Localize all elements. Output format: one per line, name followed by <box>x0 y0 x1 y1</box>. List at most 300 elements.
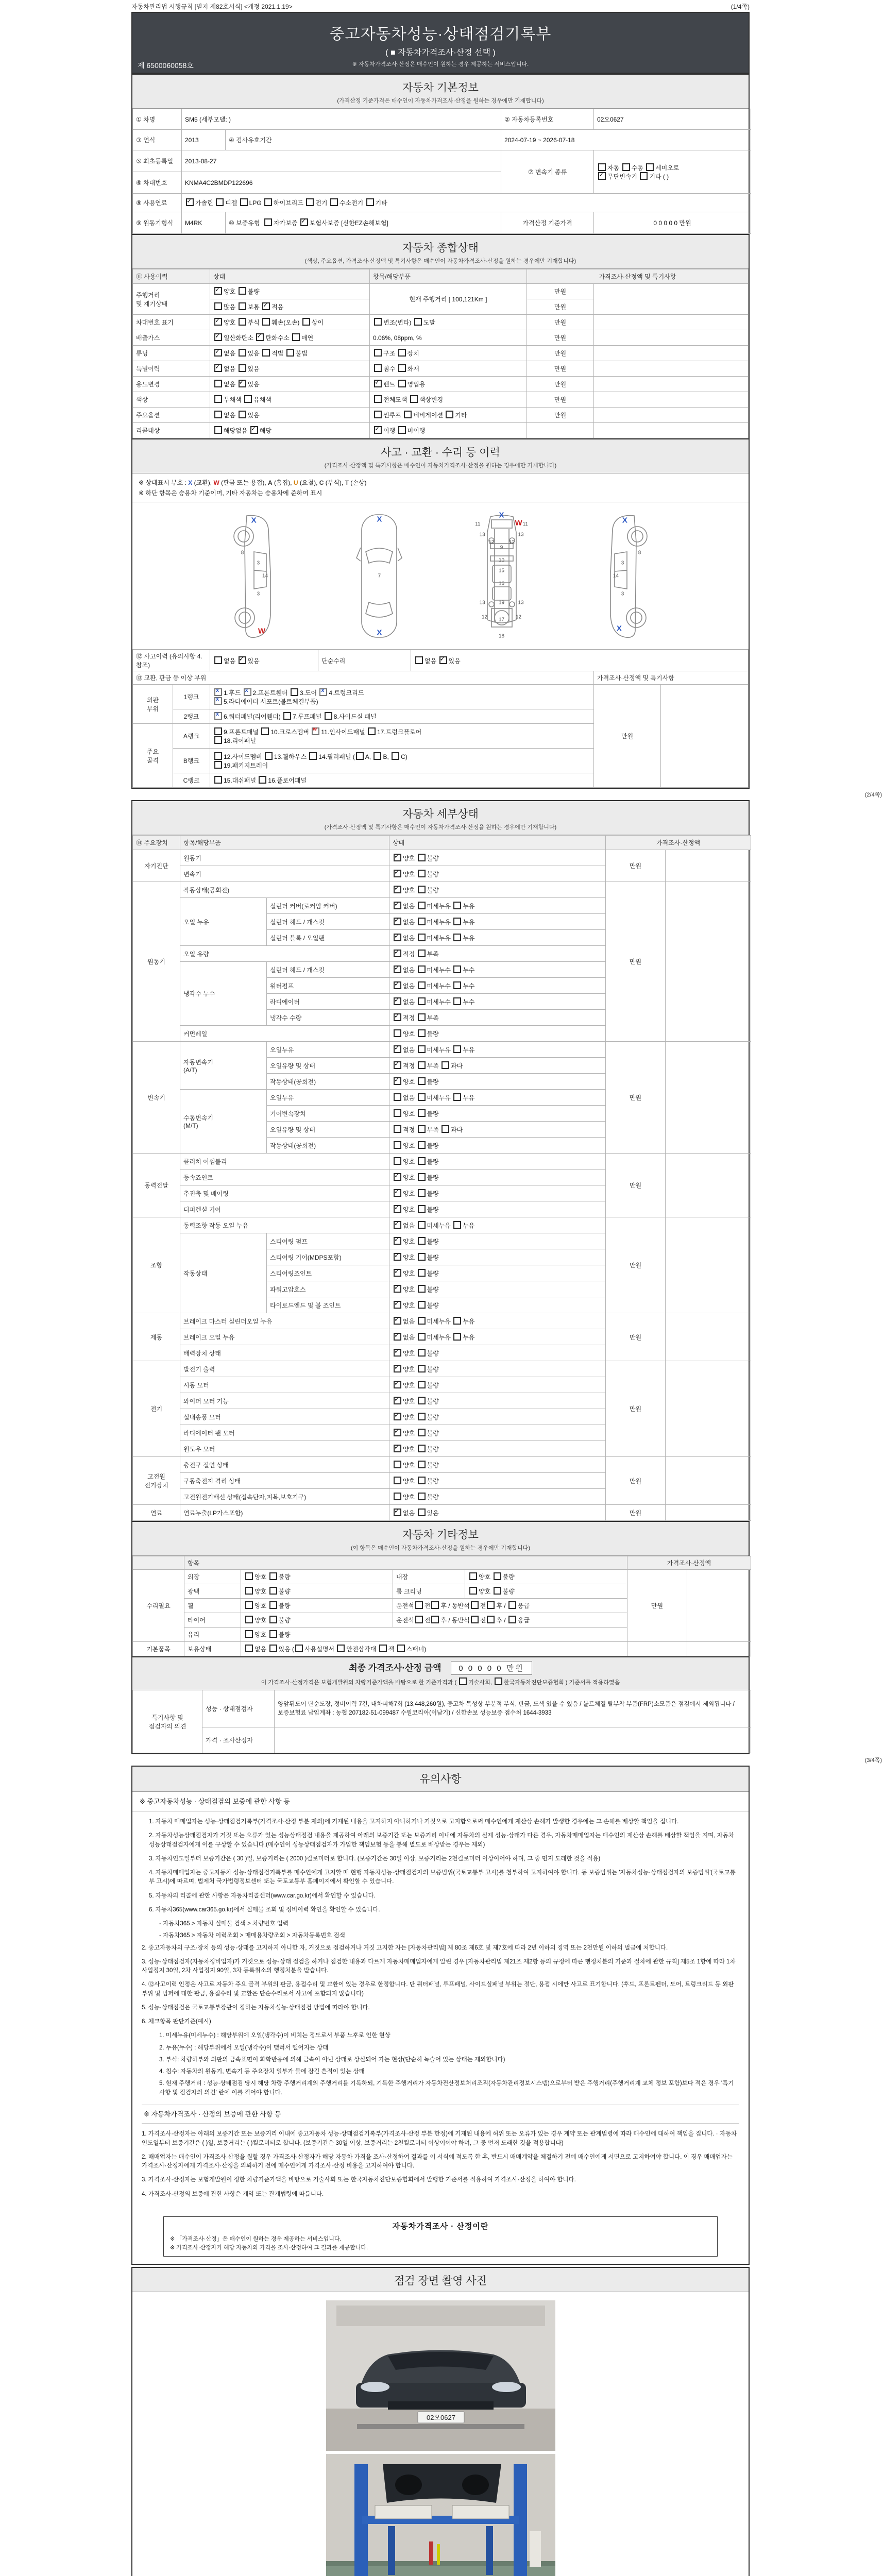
checkbox[interactable] <box>398 380 406 387</box>
row-status: 없음 있음 <box>210 408 370 423</box>
accident-history-label: ⑫ 사고이력 (유의사항 4.참조) <box>133 650 210 671</box>
checkbox[interactable] <box>418 1269 426 1277</box>
checkbox[interactable] <box>394 1253 401 1261</box>
checkbox[interactable] <box>418 1221 426 1229</box>
checkbox[interactable] <box>214 712 222 720</box>
checkbox[interactable] <box>214 395 222 403</box>
checkbox[interactable] <box>394 1141 401 1149</box>
mileage-status-2: 많음 보통 ✓적음 <box>210 299 370 315</box>
detail-col-status: 상태 <box>389 836 606 850</box>
damage-marker-X: X <box>622 516 627 525</box>
checkbox[interactable] <box>214 349 222 357</box>
checkbox[interactable] <box>240 198 248 206</box>
checkbox[interactable] <box>264 198 272 206</box>
damage-marker-W: W <box>258 626 266 636</box>
checkbox[interactable] <box>431 1601 439 1609</box>
checkbox[interactable] <box>245 1645 253 1652</box>
checkbox[interactable] <box>262 302 270 310</box>
checkbox[interactable] <box>214 411 222 418</box>
checkbox[interactable] <box>394 1493 401 1500</box>
checkbox[interactable] <box>394 854 401 861</box>
item-label: 라디에이터 팬 모터 <box>180 1425 389 1441</box>
checkbox[interactable] <box>269 1601 277 1609</box>
checkbox[interactable] <box>264 218 272 226</box>
fuel-label: ⑧ 사용연료 <box>133 194 182 212</box>
checkbox[interactable] <box>508 1601 516 1609</box>
base-price-label: 가격산정 기준가격 <box>501 212 594 234</box>
checkbox[interactable] <box>487 1616 495 1623</box>
checkbox[interactable] <box>286 349 294 357</box>
status-cell: 양호 불량 <box>389 1489 606 1505</box>
checkbox[interactable] <box>283 712 291 720</box>
checkbox[interactable] <box>453 934 461 941</box>
checkbox[interactable] <box>495 1677 502 1685</box>
checkbox[interactable] <box>214 364 222 372</box>
checkbox[interactable] <box>418 918 426 925</box>
checkbox[interactable] <box>394 902 401 909</box>
checkbox[interactable] <box>418 1253 426 1261</box>
checkbox[interactable] <box>469 1587 477 1595</box>
checkbox[interactable] <box>216 198 224 206</box>
checkbox[interactable] <box>394 1477 401 1484</box>
etc-col-item: 항목 <box>184 1556 627 1570</box>
final-price-note: 이 가격조사·산정가격은 보험개발원의 차량기준가액을 바탕으로 한 기준가격과 ( 기술사회, 한국자동차진단보증협회 ) 기준서를 적용하였음 <box>132 1677 749 1686</box>
checkbox[interactable] <box>439 656 447 664</box>
checkbox[interactable] <box>250 426 258 434</box>
checkbox[interactable] <box>394 1221 401 1229</box>
checkbox[interactable] <box>471 1616 479 1623</box>
checkbox[interactable] <box>394 1125 401 1133</box>
checkbox[interactable] <box>418 1013 426 1021</box>
checkbox[interactable] <box>508 1616 516 1623</box>
mileage-label: 주행거리 및 계기상태 <box>133 284 210 315</box>
document-subtitle: ( ■ 자동차가격조사·산정 선택 ) <box>385 48 496 57</box>
checkbox[interactable] <box>471 1601 479 1609</box>
checkbox[interactable] <box>330 198 338 206</box>
checkbox[interactable] <box>453 1045 461 1053</box>
year-value: 2013 <box>182 130 226 150</box>
checkbox[interactable] <box>414 318 422 326</box>
price-cell: 만원 <box>527 284 594 299</box>
checkbox[interactable] <box>259 776 266 784</box>
price-cell: 만원 <box>527 377 594 392</box>
price-survey-definition-text: ※ 「가격조사·산정」은 매수인이 원하는 경우 제공하는 서비스입니다. ※ 가격조사·산정자가 해당 자동차의 가격을 조사·산정하여 그 결과를 제공합니다. <box>170 2236 368 2251</box>
overall-row <box>133 361 749 377</box>
checkbox[interactable] <box>214 697 222 705</box>
checkbox[interactable] <box>441 1061 449 1069</box>
overall-row <box>133 346 749 361</box>
warranty-cell: ⑩ 보증유형 자가보증 ✓보험사보증 [신한EZ손해보험] <box>226 212 501 234</box>
checkbox[interactable] <box>398 426 406 434</box>
transmission-label: ⑦ 변속기 종류 <box>501 150 594 194</box>
checkbox[interactable] <box>418 1237 426 1245</box>
checkbox[interactable] <box>418 1317 426 1325</box>
checkbox[interactable] <box>453 981 461 989</box>
checkbox[interactable] <box>214 656 222 664</box>
checkbox[interactable] <box>415 1616 423 1623</box>
checkbox[interactable] <box>392 752 399 760</box>
checkbox[interactable] <box>374 364 382 372</box>
checkbox[interactable] <box>404 411 412 418</box>
checkbox[interactable] <box>469 1572 477 1580</box>
item-label: 오일 누유 <box>180 898 267 946</box>
checkbox[interactable] <box>269 1630 277 1638</box>
checkbox[interactable] <box>418 1173 426 1181</box>
checkbox[interactable] <box>397 1645 405 1652</box>
checkbox[interactable] <box>256 333 264 341</box>
document-title: 중고자동차성능·상태점검기록부 <box>329 26 552 43</box>
checkbox[interactable] <box>418 1301 426 1309</box>
checkbox[interactable] <box>239 302 246 310</box>
checkbox[interactable] <box>418 1349 426 1357</box>
checkbox[interactable] <box>186 198 194 206</box>
item-label: 와이퍼 모터 기능 <box>180 1393 389 1409</box>
row-item: 썬루프 네비게이션 기타 <box>370 408 527 423</box>
note-subitem: 3. 부식: 차량하부와 외판의 금속표면이 화학반응에 의해 금속이 아닌 상태로 상실되어 가는 현상(단순히 녹슬어 있는 상태는 제외합니다) <box>159 2056 505 2063</box>
checkbox[interactable] <box>418 1045 426 1053</box>
checkbox[interactable] <box>309 752 317 760</box>
checkbox[interactable] <box>453 902 461 909</box>
etc-row <box>133 1642 751 1656</box>
checkbox[interactable] <box>453 997 461 1005</box>
checkbox[interactable] <box>410 395 418 403</box>
checkbox[interactable] <box>239 287 246 295</box>
checkbox[interactable] <box>269 1587 277 1595</box>
opinion-text <box>275 1727 751 1753</box>
item-label: 추진축 및 베어링 <box>180 1185 389 1201</box>
damage-marker-W: W <box>515 518 522 528</box>
checkbox[interactable] <box>418 1093 426 1101</box>
note-item: 4. 가격조사·산정의 보증에 관한 사항은 계약 또는 관계법령에 따릅니다. <box>142 2191 324 2197</box>
checkbox[interactable] <box>418 902 426 909</box>
checkbox[interactable] <box>394 1269 401 1277</box>
checkbox[interactable] <box>245 1630 253 1638</box>
checkbox[interactable] <box>494 1587 501 1595</box>
status-cell: ✓ 없음 미세누유 누유 <box>389 930 606 946</box>
checkbox[interactable] <box>418 1189 426 1197</box>
checkbox[interactable] <box>262 349 270 357</box>
checkbox[interactable] <box>394 1317 401 1325</box>
row-status: 무채색 유채색 <box>210 392 370 408</box>
checkbox[interactable] <box>214 761 222 769</box>
status-cell: ✓ 없음 미세누수 누수 <box>389 978 606 994</box>
status-cell: ✓ 양호 불량 <box>389 882 606 898</box>
status-cell: ✓ 양호 불량 <box>389 1233 606 1249</box>
checkbox[interactable] <box>394 1045 401 1053</box>
checkbox[interactable] <box>394 965 401 973</box>
row-status: ✓ 양호 부식 훼손(오손) 상이 <box>210 315 370 330</box>
status-cell: 양호 불량 <box>389 1473 606 1489</box>
checkbox[interactable] <box>394 1173 401 1181</box>
checkbox[interactable] <box>418 1285 426 1293</box>
checkbox[interactable] <box>418 965 426 973</box>
part-label: 스티어링 펌프 <box>267 1233 389 1249</box>
checkbox[interactable] <box>374 395 382 403</box>
status-cell: ✓ 양호 불량 <box>389 1201 606 1217</box>
checkbox[interactable] <box>418 1461 426 1468</box>
note-item: 1. 가격조사·산정자는 아래의 보증기간 또는 보증거리 이내에 중고자동차 성능·상태점검기록부(가격조사·산정 부분 한정)에 기재된 내용에 허위 또는 오류가 있는 경우 계약 또는 관계법령에 따라 매수인에 대하여 책임을 집니다. · 자동차인도일부터 보증기간은 ( )일, 보증거리는 ( )킬로미터로 합니다. (보증기간은 30일 이상, 보증거리는 2천킬로미터 이상이어야 하며, 그 중 먼저 도래한 것을 적용합니다) <box>142 2131 737 2146</box>
checkbox[interactable] <box>418 1029 426 1037</box>
checkbox[interactable] <box>325 712 332 720</box>
checkbox[interactable] <box>394 1365 401 1372</box>
checkbox[interactable] <box>394 1429 401 1436</box>
panel-number: 12 <box>508 539 515 545</box>
checkbox[interactable] <box>418 1157 426 1165</box>
checkbox[interactable] <box>418 1125 426 1133</box>
checkbox[interactable] <box>418 1109 426 1117</box>
checkbox[interactable] <box>394 934 401 941</box>
checkbox[interactable] <box>398 349 406 357</box>
checkbox[interactable] <box>415 1601 423 1609</box>
checkbox[interactable] <box>394 1381 401 1388</box>
checkbox[interactable] <box>441 1125 449 1133</box>
page-1-2-block <box>131 74 750 789</box>
checkbox[interactable] <box>494 1572 501 1580</box>
checkbox[interactable] <box>418 1141 426 1149</box>
note-item: 3. 가격조사·산정자는 보험개발원이 정한 차량기준가액을 바탕으로 기술사회 또는 한국자동차진단보증협회에서 발행한 기준서를 적용하여 가격조사·산정을 하여야 합니다. <box>142 2177 576 2183</box>
checkbox[interactable] <box>394 1205 401 1213</box>
photo-car-front <box>326 2300 555 2451</box>
checkbox[interactable] <box>262 318 270 326</box>
checkbox[interactable] <box>379 1645 387 1652</box>
rank-label: 2랭크 <box>173 709 210 724</box>
checkbox[interactable] <box>214 302 222 310</box>
status-cell: ✓ 양호 불량 <box>389 1297 606 1313</box>
checkbox[interactable] <box>394 981 401 989</box>
overall-header <box>132 234 749 269</box>
checkbox[interactable] <box>214 752 222 760</box>
item-label: 구동축전지 격리 상태 <box>180 1473 389 1489</box>
checkbox[interactable] <box>418 981 426 989</box>
checkbox[interactable] <box>394 950 401 957</box>
checkbox[interactable] <box>244 395 252 403</box>
car-underbody-diagram <box>473 512 530 640</box>
checkbox[interactable] <box>418 1061 426 1069</box>
checkbox[interactable] <box>446 411 453 418</box>
row-status: 없음 ✓있음 <box>210 377 370 392</box>
row-item: 0.06%, 08ppm, % <box>370 330 527 346</box>
checkbox[interactable] <box>418 870 426 877</box>
checkbox[interactable] <box>418 1205 426 1213</box>
checkbox[interactable] <box>394 1445 401 1452</box>
checkbox[interactable] <box>374 380 382 387</box>
checkbox[interactable] <box>394 1061 401 1069</box>
panel-number: 13 <box>479 532 485 537</box>
etc-status: 양호 불량 <box>241 1584 393 1599</box>
checkbox[interactable] <box>292 333 300 341</box>
checkbox[interactable] <box>319 688 327 696</box>
inspection-photos <box>132 2292 749 2576</box>
checkbox[interactable] <box>418 1381 426 1388</box>
device-group-label: 원동기 <box>133 882 180 1042</box>
checkbox[interactable] <box>394 1397 401 1404</box>
etc-status: 양호 불량 <box>241 1570 393 1584</box>
checkbox[interactable] <box>261 727 269 735</box>
checkbox[interactable] <box>394 1333 401 1341</box>
checkbox[interactable] <box>418 1413 426 1420</box>
checkbox[interactable] <box>214 287 222 295</box>
checkbox[interactable] <box>394 1029 401 1037</box>
checkbox[interactable] <box>245 1587 253 1595</box>
checkbox[interactable] <box>394 886 401 893</box>
checkbox[interactable] <box>374 318 382 326</box>
price-cell <box>527 423 594 438</box>
detail-title: 자동차 세부상태 <box>402 808 479 820</box>
checkbox[interactable] <box>265 752 273 760</box>
checkbox[interactable] <box>366 198 374 206</box>
opinions-table <box>132 1690 751 1753</box>
checkbox[interactable] <box>418 934 426 941</box>
device-group-label: 변속기 <box>133 1042 180 1154</box>
checkbox[interactable] <box>244 688 251 696</box>
checkbox[interactable] <box>239 656 246 664</box>
checkbox[interactable] <box>431 1616 439 1623</box>
checkbox[interactable] <box>394 1509 401 1516</box>
checkbox[interactable] <box>622 163 630 171</box>
checkbox[interactable] <box>374 411 382 418</box>
checkbox[interactable] <box>214 380 222 387</box>
checkbox[interactable] <box>245 1572 253 1580</box>
rank-items: 9.프론트패널 10.크로스멤버 w11.인사이드패널 17.트렁크플로어 18.리어패널 <box>210 724 594 749</box>
checkbox[interactable] <box>337 1645 345 1652</box>
regulation-text: 자동차관리법 시행규칙 [별지 제82호서식] <개정 2021.1.19> <box>131 3 293 10</box>
checkbox[interactable] <box>598 172 606 180</box>
document-notice: ※ 자동차가격조사·산정은 매수인이 원하는 경우 제공하는 서비스입니다. <box>352 61 529 67</box>
checkbox[interactable] <box>487 1601 495 1609</box>
checkbox[interactable] <box>300 218 308 226</box>
checkbox[interactable] <box>418 1509 426 1516</box>
etc-detail: 운전석 전 후 / 동반석 전 후 / 응급 <box>393 1599 627 1613</box>
checkbox[interactable] <box>394 1093 401 1101</box>
checkbox[interactable] <box>453 918 461 925</box>
checkbox[interactable] <box>453 1333 461 1341</box>
checkbox[interactable] <box>245 1601 253 1609</box>
checkbox[interactable] <box>394 1157 401 1165</box>
checkbox[interactable] <box>598 163 606 171</box>
checkbox[interactable] <box>418 1429 426 1436</box>
checkbox[interactable] <box>394 1109 401 1117</box>
checkbox[interactable] <box>214 776 222 784</box>
checkbox[interactable] <box>394 1189 401 1197</box>
rank-label: B랭크 <box>173 749 210 773</box>
checkbox[interactable] <box>239 380 246 387</box>
checkbox[interactable] <box>302 318 310 326</box>
note-subitem: 2. 누유(누수) : 해당부위에서 오일(냉각수)이 맺혀서 떨어지는 상태 <box>159 2044 329 2051</box>
checkbox[interactable] <box>394 1349 401 1357</box>
price-cell: 만원 <box>606 1313 666 1361</box>
checkbox[interactable] <box>418 1333 426 1341</box>
checkbox[interactable] <box>239 349 246 357</box>
checkbox[interactable] <box>418 1477 426 1484</box>
checkbox[interactable] <box>394 1301 401 1309</box>
checkbox[interactable] <box>418 1493 426 1500</box>
item-label: 오일 유량 <box>180 946 389 962</box>
checkbox[interactable] <box>640 172 648 180</box>
checkbox[interactable] <box>374 349 382 357</box>
checkbox[interactable] <box>239 411 246 418</box>
checkbox[interactable] <box>356 752 364 760</box>
checkbox[interactable] <box>398 364 406 372</box>
checkbox[interactable] <box>418 886 426 893</box>
checkbox[interactable] <box>418 950 426 957</box>
checkbox[interactable] <box>373 752 381 760</box>
checkbox[interactable] <box>239 318 246 326</box>
checkbox[interactable] <box>295 1645 303 1652</box>
notes-body <box>132 1811 749 2208</box>
checkbox[interactable] <box>245 1616 253 1623</box>
checkbox[interactable] <box>394 1013 401 1021</box>
checkbox[interactable] <box>453 965 461 973</box>
checkbox[interactable] <box>418 1365 426 1372</box>
checkbox[interactable] <box>453 1093 461 1101</box>
checkbox[interactable] <box>418 1445 426 1452</box>
checkbox[interactable] <box>394 1461 401 1468</box>
checkbox[interactable] <box>415 656 423 664</box>
checkbox[interactable] <box>269 1616 277 1623</box>
checkbox[interactable] <box>214 736 222 744</box>
panel-number: 3 <box>257 560 260 566</box>
rank-label: 1랭크 <box>173 685 210 709</box>
checkbox[interactable] <box>453 1317 461 1325</box>
checkbox[interactable] <box>214 333 222 341</box>
checkbox[interactable] <box>269 1645 277 1652</box>
checkbox[interactable] <box>394 1237 401 1245</box>
checkbox[interactable] <box>418 1077 426 1085</box>
checkbox[interactable] <box>459 1677 467 1685</box>
price-cell: 만원 <box>527 299 594 315</box>
checkbox[interactable] <box>368 727 376 735</box>
checkbox[interactable] <box>269 1572 277 1580</box>
checkbox[interactable] <box>394 918 401 925</box>
accident-header <box>132 438 749 473</box>
checkbox[interactable] <box>214 426 222 434</box>
photo-car-on-lift <box>326 2454 555 2576</box>
checkbox[interactable] <box>214 727 222 735</box>
row-status: 해당없음 ✓해당 <box>210 423 370 438</box>
etc-status: 양호 불량 <box>241 1628 627 1642</box>
price-cell: 만원 <box>527 315 594 330</box>
car-name-label: ① 차명 <box>133 109 182 130</box>
checkbox[interactable] <box>646 163 654 171</box>
checkbox[interactable] <box>394 997 401 1005</box>
row-item: 침수 화재 <box>370 361 527 377</box>
checkbox[interactable] <box>239 364 246 372</box>
checkbox[interactable] <box>291 688 298 696</box>
checkbox[interactable] <box>394 1285 401 1293</box>
checkbox[interactable] <box>214 318 222 326</box>
item-label: 시동 모터 <box>180 1377 389 1393</box>
checkbox[interactable] <box>453 1221 461 1229</box>
checkbox[interactable] <box>394 1413 401 1420</box>
device-group-label: 전기 <box>133 1361 180 1457</box>
status-cell: ✓ 적정 부족 과다 <box>389 1058 606 1074</box>
checkbox[interactable] <box>214 688 222 696</box>
checkbox[interactable] <box>418 1397 426 1404</box>
etc-table <box>132 1556 751 1656</box>
checkbox[interactable] <box>418 997 426 1005</box>
status-cell: ✓ 양호 불량 <box>389 1377 606 1393</box>
checkbox[interactable] <box>394 870 401 877</box>
row-item: 변조(변타) 도말 <box>370 315 527 330</box>
panel-number: 14 <box>613 573 619 579</box>
checkbox[interactable] <box>374 426 382 434</box>
item-label: 클러치 어셈블리 <box>180 1154 389 1170</box>
checkbox[interactable] <box>312 727 319 735</box>
checkbox[interactable] <box>394 1077 401 1085</box>
device-group-label: 조향 <box>133 1217 180 1313</box>
checkbox[interactable] <box>418 854 426 861</box>
checkbox[interactable] <box>306 198 314 206</box>
